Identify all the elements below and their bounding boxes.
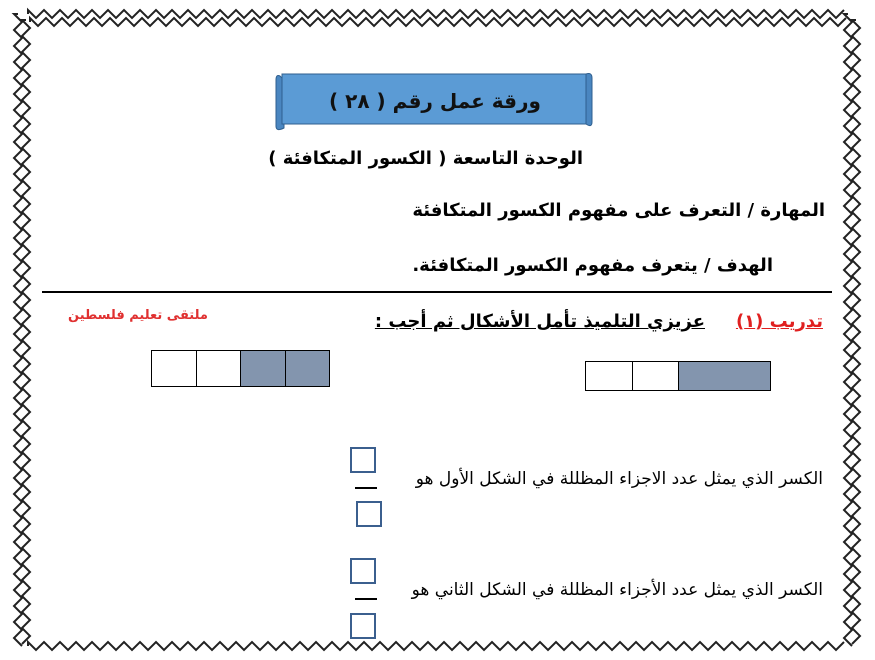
denominator-box-2[interactable] (350, 613, 376, 639)
question-2-text: الكسر الذي يمثل عدد الأجزاء المظللة في الشكل الثاني هو (411, 580, 823, 600)
shape-part (196, 351, 241, 386)
shape-part (285, 351, 330, 386)
second-shape (151, 350, 330, 387)
worksheet-title: ورقة عمل رقم ( ٢٨ ) (329, 89, 541, 113)
shape-part (678, 362, 770, 390)
shape-part (586, 362, 632, 390)
numerator-box-2[interactable] (350, 558, 376, 584)
divider (42, 291, 832, 293)
fraction-bar-1 (355, 487, 377, 489)
unit-heading: الوحدة التاسعة ( الكسور المتكافئة ) (268, 148, 583, 169)
shape-part (240, 351, 285, 386)
exercise-label: تدريب (١) (735, 311, 823, 332)
goal-heading: الهدف / يتعرف مفهوم الكسور المتكافئة. (412, 255, 773, 276)
numerator-box-1[interactable] (350, 447, 376, 473)
exercise-instruction: عزيزي التلميذ تأمل الأشكال ثم أجب : (374, 311, 705, 332)
shape-part (632, 362, 679, 390)
fraction-bar-2 (355, 598, 377, 600)
question-1-text: الكسر الذي يمثل عدد الاجزاء المظللة في الشكل الأول هو (415, 469, 823, 489)
denominator-box-1[interactable] (356, 501, 382, 527)
first-shape (585, 361, 771, 391)
shape-part (152, 351, 196, 386)
skill-heading: المهارة / التعرف على مفهوم الكسور المتكافئة (412, 200, 825, 221)
site-label: ملتقى تعليم فلسطين (68, 308, 208, 323)
